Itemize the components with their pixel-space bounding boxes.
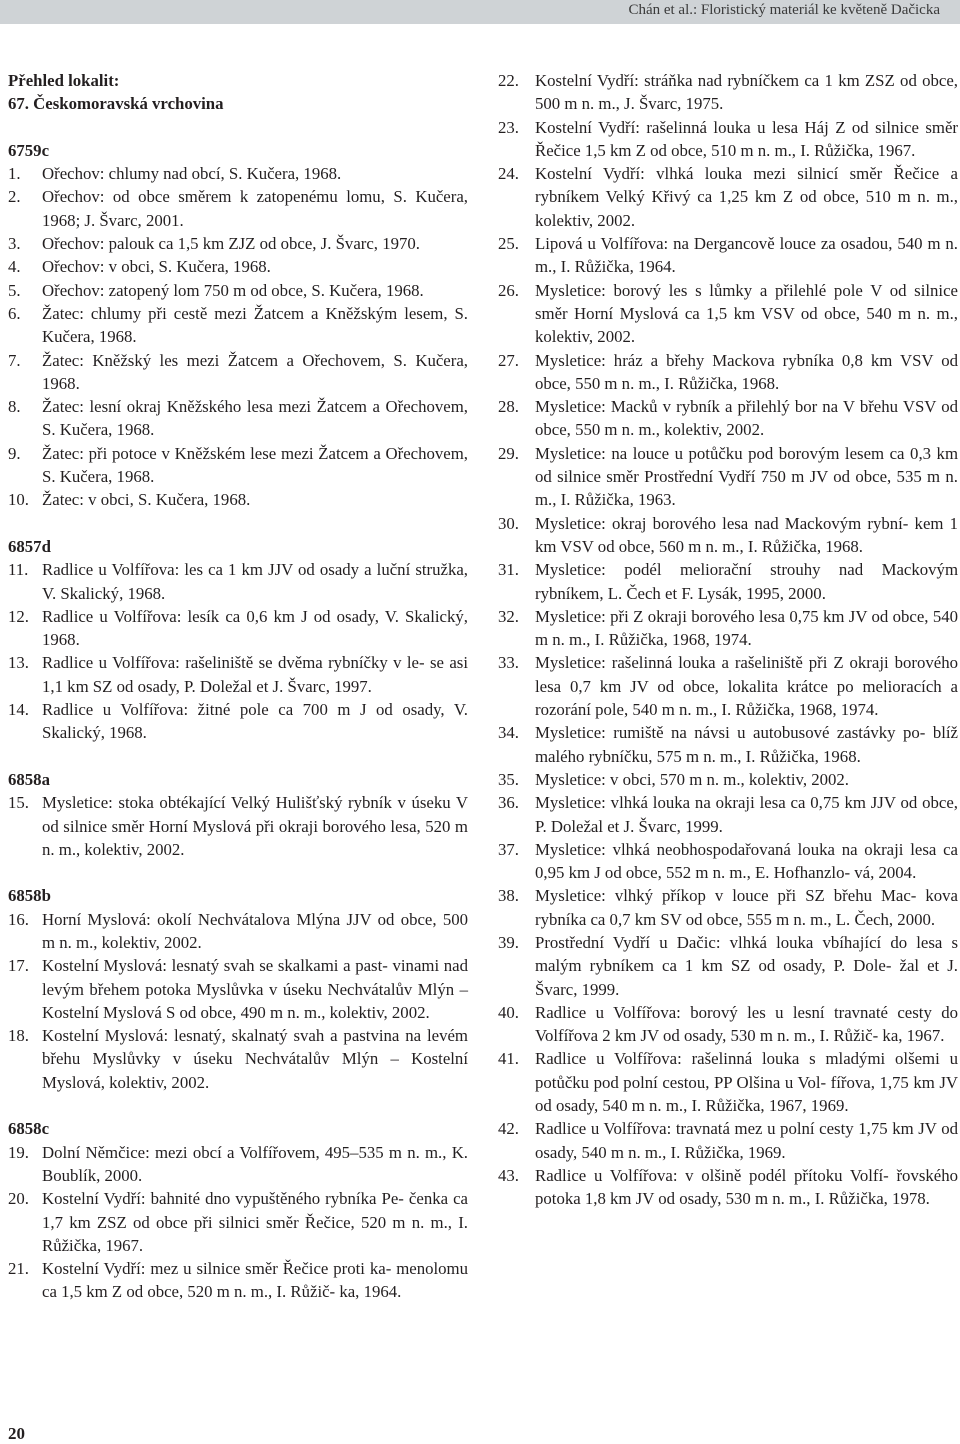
entry-text [535,162,958,232]
locality-entry [8,349,468,396]
entry-line: 520 m n. m., I. Růžička, 1967. [42,1212,468,1255]
locality-entry [8,232,468,255]
entry-line: VSV od obce, 550 m n. m., I. Růžička, 1968. [535,350,958,393]
entry-line: ka, 1967. [882,1026,945,1046]
entry-line: Ořechov: palouk ca 1,5 km ZJZ od obce, J. Švarc, 1970. [42,234,420,254]
entry-line: Kostelní Vydří: bahnité dno vypuštěného rybníka Pe- [42,1189,404,1209]
entry-text [42,558,468,605]
locality-entry [498,279,958,349]
entry-line: Žatec: Kněžský les mezi Žatcem a Ořechovem, [42,350,385,370]
entry-number: 22. [498,71,519,90]
entry-text [42,255,468,278]
entry-text [535,442,958,512]
entry-number: 8. [8,397,21,417]
entry-number: 30. [498,513,519,533]
locality-entry [498,395,958,442]
entry-line: lesa ca 0,95 km J od obce, 552 m n. m., E. Hofhanzlo- [535,839,958,883]
locality-entry [498,605,958,652]
entry-text [535,605,958,652]
entry-line: Radlice u Volfířova: les ca 1 km JJV od osady a luční [42,560,411,580]
entry-line: Radlice u Volfířova: travnatá mez u polní cesty [535,1119,854,1139]
map-square-section [8,1117,468,1303]
entry-line: lesem, S. Kučera, 1968. [42,303,469,347]
entry-line: Ořechov: v obci, S. Kučera, 1968. [42,257,271,277]
entry-line: Mysletice: podél meliorační strouhy nad Mackovým [535,560,958,580]
locality-entry [8,395,468,442]
locality-entry [8,698,468,745]
map-square-section [8,884,468,1094]
entry-line: n. m., kolektiv, 2002. [535,187,958,230]
entry-number: 3. [8,234,21,254]
entry-number: 12. [8,606,29,626]
entry-line: a rybníkem Velký Křivý ca 1,25 km Z od obce, 510 m [535,164,958,207]
entry-text [535,232,958,279]
entry-text [42,185,468,232]
entry-line: 0,3 km od silnice směr Prostřední Vydří 750 m JV od [535,443,958,487]
entry-text [42,232,468,255]
entry-line: a Ořechovem, S. Kučera, 1968. [42,443,468,487]
locality-entry [8,954,468,1024]
entry-line: rybníkem, L. Čech et F. Lysák, 1995, 2000. [535,583,826,603]
entry-text [42,302,468,349]
entry-number: 26. [498,280,519,300]
locality-entry [8,255,468,278]
entry-line: Žatec: chlumy při cestě mezi Žatcem a Kněžským [42,303,398,323]
map-square-section [8,768,468,861]
entry-text [42,279,468,302]
locality-entry [498,116,958,163]
locality-entry [8,185,468,232]
entry-line: obce, 500 m n. m., kolektiv, 2002. [42,909,469,952]
entry-line: Radlice u Volfířova: lesík ca 0,6 km J od osady, [42,606,379,626]
entry-number: 34. [498,723,519,743]
entry-line: borového lesa, 520 m n. m., kolektiv, 2002. [42,816,468,859]
entry-number: 24. [498,164,519,184]
entry-line: Mysletice: rumiště na návsi u autobusové zastávky po- [535,723,926,743]
entry-number: 23. [498,117,519,137]
entry-number: 11. [8,560,29,580]
entry-line: L. Čech, 2000. [835,909,936,929]
entry-line: Ořechov: chlumy nad obcí, S. Kučera, 1968. [42,164,342,184]
running-head: Chán et al.: Floristický materiál ke květeně Dačicka [628,2,940,18]
locality-entry [498,1164,958,1211]
entry-line: v úseku V od silnice směr Horní Myslová při okraji [42,793,468,836]
entry-number: 13. [8,653,29,673]
entry-line: Mysletice: vlhká neobhospodařovaná louka na okraji [535,839,904,859]
entry-line: Radlice u Volfířova: borový les u lesní travnaté cesty [535,1002,932,1022]
locality-entry [498,162,958,232]
locality-entry [498,232,958,279]
entry-line: Kostelní Myslová: lesnatý, skalnatý svah a pastvina [42,1026,400,1046]
overview-title: Přehled lokalit: [8,71,120,90]
entry-text [535,349,958,396]
entry-text [535,791,958,838]
entry-number: 9. [8,443,21,463]
entry-line: Mysletice: vlhká louka na okraji lesa ca 0,75 km JJV [535,793,896,813]
entry-text [42,395,468,442]
entry-number: 33. [498,653,519,673]
entry-line: n. m., K. Boublík, 2000. [42,1142,469,1185]
entry-line: borového lesa 0,7 km JV od obce, lokalita krátce po [535,653,959,696]
entry-text [535,768,958,791]
entry-line: Kostelní Vydří: rašelinná louka u lesa Háj Z od [535,117,869,137]
entry-line: lesa s malým rybníkem ca 1 km SZ od osady, P. Dole- [535,932,958,976]
entry-line: Mysletice: vlhký příkop v louce při SZ břehu Mac- [535,886,917,906]
locality-entry [498,512,958,559]
entry-line: Kostelní Vydří: mez u silnice směr Řečice proti ka- [42,1259,392,1279]
entry-line: blíž malého rybníčku, 575 m n. m., I. Růžička, 1968. [535,723,958,766]
entry-line: a Ořechovem, S. Kučera, 1968. [42,397,469,440]
entry-number: 29. [498,443,519,463]
entry-line: Ořechov: od obce směrem k zatopenému lomu, [42,187,385,207]
entry-number: 31. [498,560,519,580]
entry-text [42,442,468,489]
entry-text [42,349,468,396]
locality-entry [498,1001,958,1048]
entry-line: Radlice u Volfířova: rašeliniště se dvěma rybníčky v le- [42,653,425,673]
locality-entry [8,1024,468,1094]
locality-entry [498,349,958,396]
entry-line: fířova, 1,75 km JV od osady, 540 m n. m., I. Růžička, [535,1072,958,1116]
locality-entry [498,768,958,791]
entry-number: 39. [498,932,519,952]
entry-text [535,116,958,163]
map-square-section [8,535,468,745]
entry-number: 42. [498,1119,519,1139]
entry-line: od obce, P. Doležal et J. Švarc, 1999. [535,793,958,836]
entry-line: Ořechov: zatopený lom 750 m od obce, S. Kučera, [42,280,382,300]
entry-line: Kostelní Vydří: vlhká louka mezi silnicí směr Řečice [535,164,940,184]
locality-entry [498,838,958,885]
locality-entry [8,442,468,489]
entry-line: Mysletice: borový les s lůmky a přilehlé pole V od [535,280,907,300]
entry-line: Radlice u Volfířova: žitné pole ca 700 m J od osady, [42,700,445,720]
locality-entry [8,1187,468,1257]
entry-line: V. Skalický, 1968. [42,606,468,650]
entry-number: 2. [8,187,21,207]
map-square-code: 6857d [8,536,51,556]
entry-line: Mysletice: okraj borového lesa nad Mackovým rybní- [535,513,909,533]
entry-text [535,1164,958,1211]
entry-text [535,1001,958,1048]
entry-line: Mysletice: rašelinná louka a rašeliniště při Z okraji [535,653,889,673]
entry-number: 16. [8,909,29,929]
entry-line: Prostřední Vydří u Dačic: vlhká louka vbíhající do [535,932,908,952]
entry-line: kem 1 km VSV od obce, 560 m n. m., I. Růžička, 1968. [535,513,958,556]
entry-text [535,721,958,768]
entry-text [535,395,958,442]
entry-text [535,558,958,605]
entry-line: Radlice u Volfířova: v olšině podél přítoku Volfí- [535,1165,889,1185]
entry-text [535,651,958,721]
locality-entry [498,884,958,931]
entry-line: 1968. [385,280,424,300]
locality-entry [498,651,958,721]
locality-entry [8,1257,468,1304]
region-heading [8,69,468,116]
entry-number: 25. [498,234,519,254]
entry-number: 10. [8,490,29,510]
locality-entry [498,1047,958,1117]
entry-line: silnice směr Horní Myslová ca 1,5 km VSV od obce, [535,280,958,323]
left-column [8,69,468,1304]
locality-entry [8,279,468,302]
entry-line: Lipová u Volfířova: na Dergancově louce za osadou, [535,234,893,254]
entry-number: 17. [8,956,29,976]
entry-line: ka, 1964. [339,1282,402,1302]
entry-line: žal et J. Švarc, 1999. [535,956,958,999]
entry-line: Mysletice: hráz a břehy Mackova rybníka 0,8 km [535,350,893,370]
entry-text [535,512,958,559]
entry-line: S. Kučera, 1968; J. Švarc, 2001. [42,187,468,230]
entry-line: Mysletice: při Z okraji borového lesa 0,75 km JV od [535,606,889,626]
entry-number: 43. [498,1165,519,1185]
entry-line: Dolní Němčice: mezi obcí a Volfířovem, 495–535 m [42,1142,402,1162]
entry-text [535,279,958,349]
entry-line: Nechvátalův Mlýn – Kostelní Myslová S od obce, [42,979,468,1022]
right-column [498,69,958,1211]
entry-line: Žatec: v obci, S. Kučera, 1968. [42,490,251,510]
entry-line: 540 m n. m., I. Růžička, 1964. [535,234,959,277]
page-number: 20 [8,1424,25,1443]
entry-line: Horní Myslová: okolí Nechvátalova Mlýna JJV od [42,909,395,929]
entry-number: 5. [8,280,21,300]
entry-line: VSV od obce, 550 m n. m., kolektiv, 2002. [535,397,958,440]
locality-entry [8,488,468,511]
entry-line: 490 m n. m., kolektiv, 2002. [240,1002,430,1022]
entry-line: čenka ca 1,7 km ZSZ od obce při silnici směr Řečice, [42,1189,468,1232]
locality-entry [8,1141,468,1188]
map-square-code: 6858c [8,1119,50,1139]
entry-number: 7. [8,350,21,370]
entry-number: 32. [498,606,519,626]
entry-number: 21. [8,1259,29,1279]
entry-text [535,69,958,116]
entry-line: řovského potoka 1,8 km JV od osady, 530 m n. m., [535,1165,958,1209]
locality-entry [498,558,958,605]
locality-entry [8,302,468,349]
entry-line: I. Růžička, 1967. [800,140,916,160]
map-square-code: 6858a [8,769,50,789]
entry-number: 18. [8,1026,29,1046]
entry-number: 36. [498,793,519,813]
entry-text [535,838,958,885]
locality-entry [8,908,468,955]
locality-entry [498,1117,958,1164]
region-title: 67. Českomoravská vrchovina [8,94,224,114]
entry-number: 35. [498,769,519,789]
locality-entry [498,69,958,116]
entry-line: Žatec: při potoce v Kněžském lese mezi Žatcem [42,443,369,463]
locality-entry [498,931,958,1001]
entry-line: menolomu ca 1,5 km Z od obce, 520 m n. m., I. Růžič- [42,1259,468,1302]
entry-number: 40. [498,1002,519,1022]
entry-text [42,1024,468,1094]
entry-line: obce, 540 m n. m., I. Růžička, 1968, 1974. [535,606,958,650]
locality-entry [8,791,468,861]
entry-line: Kostelní Myslová: lesnatý svah se skalkami a past- [42,956,388,976]
entry-text [42,1187,468,1257]
entry-line: melioracích a rozorání pole, 540 m n. m., I. Růžička, [535,676,958,720]
entry-line: obce, 535 m n. m., I. Růžička, 1963. [535,467,959,510]
entry-line: na levém břehu Myslůvky v úseku Nechvátalův Mlýn [42,1026,468,1069]
entry-line: V. Skalický, 1968. [42,700,468,743]
entry-text [42,651,468,698]
entry-number: 28. [498,397,519,417]
entry-line: Žatec: lesní okraj Kněžského lesa mezi Žatcem [42,397,367,417]
running-head-bar [0,0,960,24]
entry-number: 1. [8,164,21,184]
entry-number: 20. [8,1189,29,1209]
entry-text [42,1257,468,1304]
locality-entry [8,558,468,605]
entry-text [42,791,468,861]
locality-entry [8,605,468,652]
entry-text [42,1141,468,1188]
entry-line: do Volfířova 2 km JV od osady, 530 m n. m., I. Růžič- [535,1002,958,1046]
entry-number: 38. [498,886,519,906]
entry-text [42,954,468,1024]
entry-text [535,1047,958,1117]
locality-entry [8,162,468,185]
entry-number: 27. [498,350,519,370]
entry-text [42,162,468,185]
entry-line: S. Kučera, 1968. [42,350,468,393]
entry-line: 1968, 1974. [798,700,879,720]
entry-line: olšemi u potůčku pod polní cestou, PP Olšina u Vol- [535,1049,958,1092]
entry-line: Radlice u Volfířova: rašelinná louka s mladými [535,1049,886,1069]
entry-line: 1967, 1969. [768,1096,849,1116]
entry-line: vá, 2004. [854,863,917,883]
entry-text [42,908,468,955]
entry-text [535,931,958,1001]
entry-line: I. Růžička, 1978. [814,1189,930,1209]
entry-text [42,698,468,745]
entry-line: Mysletice: Macků v rybník a přilehlý bor na V břehu [535,397,899,417]
entry-line: – Kostelní Myslová, kolektiv, 2002. [42,1049,468,1092]
locality-entry [498,721,958,768]
entry-number: 14. [8,700,29,720]
locality-entry [498,791,958,838]
entry-line: Mysletice: v obci, 570 m n. m., kolektiv, 2002. [535,769,849,789]
entry-text [42,488,468,511]
entry-number: 19. [8,1142,29,1162]
entry-line: vinami nad levým břehem potoka Myslůvka v úseku [42,956,468,999]
entry-number: 37. [498,839,519,859]
map-square-code: 6759c [8,140,50,160]
locality-entry [8,651,468,698]
entry-line: Mysletice: na louce u potůčku pod borovým lesem ca [535,443,905,463]
entry-number: 41. [498,1049,519,1069]
entry-line: Mysletice: stoka obtékající Velký Hulišťský rybník [42,793,392,813]
map-square-section [8,139,468,512]
entry-line: 540 m n. m., kolektiv, 2002. [535,303,958,347]
entry-text [42,605,468,652]
map-square-code: 6858b [8,886,51,906]
entry-line: kova rybníka ca 0,7 km SV od obce, 555 m n. m., [535,886,958,929]
locality-entry [498,442,958,512]
entry-line: Kostelní Vydří: stráňka nad rybníčkem ca 1 km ZSZ [535,71,895,90]
entry-line: se asi 1,1 km SZ od osady, P. Doležal et J. Švarc, 1997. [42,653,468,696]
entry-line: silnice směr Řečice 1,5 km Z od obce, 510 m n. m., [535,117,958,160]
entry-text [535,884,958,931]
entry-number: 4. [8,257,21,277]
entry-line: 1,75 km JV od osady, 540 m n. m., I. Růžička, 1969. [535,1119,958,1162]
entry-number: 15. [8,793,29,813]
entry-text [535,1117,958,1164]
entry-line: stružka, V. Skalický, 1968. [42,560,468,603]
entry-number: 6. [8,303,21,323]
entry-line: od obce, 500 m n. m., J. Švarc, 1975. [535,71,958,114]
